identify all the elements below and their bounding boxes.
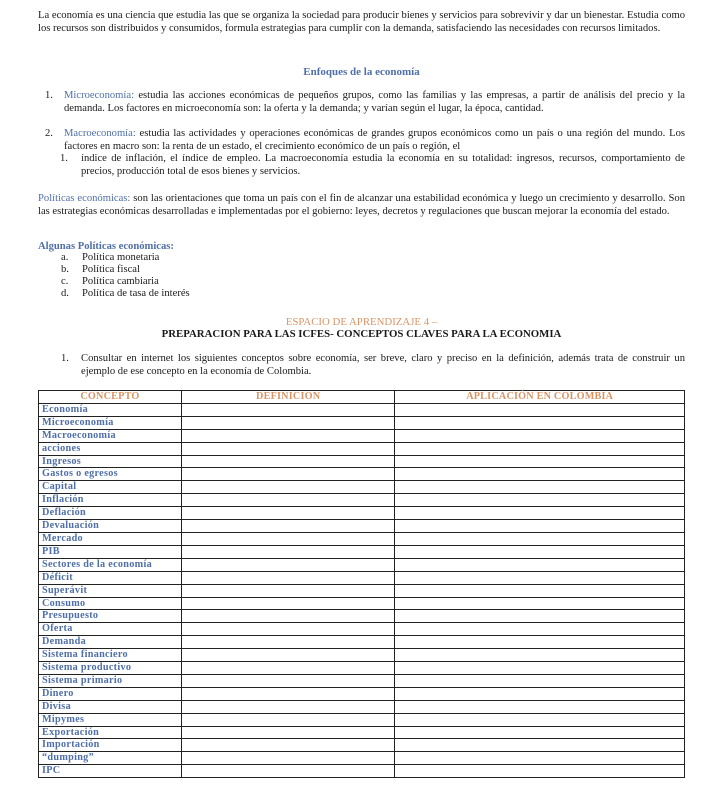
application-cell[interactable] xyxy=(395,610,685,623)
application-cell[interactable] xyxy=(395,429,685,442)
table-row xyxy=(39,416,685,429)
definition-cell[interactable] xyxy=(181,571,395,584)
table-row xyxy=(39,662,685,675)
table-row xyxy=(39,532,685,545)
concept-cell: PIB xyxy=(39,545,182,558)
application-cell[interactable] xyxy=(395,636,685,649)
politicas-list-heading: Algunas Políticas económicas: xyxy=(38,241,174,252)
application-cell[interactable] xyxy=(395,584,685,597)
definition-cell[interactable] xyxy=(181,597,395,610)
application-cell[interactable] xyxy=(395,674,685,687)
politicas-text: son las orientaciones que toma un país con el fin de alcanzar una estabilidad económica y luego un crecimiento y desarrollo. Son las estrategias económicas desarrolladas e implementadas por el gobierno: leyes, decretos y regulaciones que buscan mejorar la economía del estado. xyxy=(38,193,685,217)
application-cell[interactable] xyxy=(395,520,685,533)
list-number: 1. xyxy=(45,90,53,101)
definition-cell[interactable] xyxy=(181,623,395,636)
table-row xyxy=(39,455,685,468)
concept-cell: Inflación xyxy=(39,494,182,507)
application-cell[interactable] xyxy=(395,713,685,726)
concept-cell: Demanda xyxy=(39,636,182,649)
application-cell[interactable] xyxy=(395,416,685,429)
table-row xyxy=(39,713,685,726)
definition-cell[interactable] xyxy=(181,726,395,739)
definition-cell[interactable] xyxy=(181,532,395,545)
application-cell[interactable] xyxy=(395,739,685,752)
concept-cell: Sistema financiero xyxy=(39,649,182,662)
table-row xyxy=(39,597,685,610)
table-row xyxy=(39,545,685,558)
table-row xyxy=(39,558,685,571)
microeconomia-term: Microeconomía: xyxy=(64,90,135,101)
concept-cell: Mercado xyxy=(39,532,182,545)
application-cell[interactable] xyxy=(395,752,685,765)
instruction-text: Consultar en internet los siguientes conceptos sobre economía, ser breve, claro y preciso en la definición, además trata de construir un ejemplo de ese concepto en la economía de Colombia. xyxy=(81,353,685,377)
application-cell[interactable] xyxy=(395,507,685,520)
table-row xyxy=(39,649,685,662)
concept-cell: acciones xyxy=(39,442,182,455)
list-letter: c. xyxy=(61,276,69,287)
definition-cell[interactable] xyxy=(181,494,395,507)
table-row xyxy=(39,481,685,494)
concept-cell: IPC xyxy=(39,765,182,778)
table-row xyxy=(39,726,685,739)
definition-cell[interactable] xyxy=(181,649,395,662)
sublist-number: 1. xyxy=(60,153,68,164)
table-row xyxy=(39,700,685,713)
definition-cell[interactable] xyxy=(181,765,395,778)
definition-cell[interactable] xyxy=(181,739,395,752)
intro-paragraph: La economía es una ciencia que estudia las que se organiza la sociedad para producir bienes y servicios para sobrevivir y dar un bienestar. Estudia como los recursos son distribuidos y consumidos, formula estrategias para cumplir con la demanda, satisfaciendo las necesidades con recursos limitados. xyxy=(38,10,685,34)
definition-cell[interactable] xyxy=(181,468,395,481)
concept-cell: Economía xyxy=(39,403,182,416)
politicas-paragraph xyxy=(38,193,685,218)
table-row xyxy=(39,468,685,481)
concept-cell: Presupuesto xyxy=(39,610,182,623)
table-row xyxy=(39,739,685,752)
application-cell[interactable] xyxy=(395,468,685,481)
concept-cell: Divisa xyxy=(39,700,182,713)
table-row xyxy=(39,571,685,584)
macroeconomia-item xyxy=(64,128,685,153)
definition-cell[interactable] xyxy=(181,481,395,494)
table-row xyxy=(39,584,685,597)
header-aplicacion: APLICACIÓN EN COLOMBIA xyxy=(395,391,685,404)
application-cell[interactable] xyxy=(395,597,685,610)
concept-cell: Consumo xyxy=(39,597,182,610)
concept-cell: Ingresos xyxy=(39,455,182,468)
concept-cell: “dumping” xyxy=(39,752,182,765)
application-cell[interactable] xyxy=(395,687,685,700)
concept-cell: Sectores de la economía xyxy=(39,558,182,571)
enfoques-heading: Enfoques de la economía xyxy=(303,66,420,78)
application-cell[interactable] xyxy=(395,700,685,713)
definition-cell[interactable] xyxy=(181,416,395,429)
definition-cell[interactable] xyxy=(181,403,395,416)
definition-cell[interactable] xyxy=(181,674,395,687)
table-row xyxy=(39,674,685,687)
concept-cell: Superávit xyxy=(39,584,182,597)
definition-cell[interactable] xyxy=(181,636,395,649)
table-row xyxy=(39,494,685,507)
table-row xyxy=(39,636,685,649)
definition-cell[interactable] xyxy=(181,700,395,713)
concept-cell: Devaluación xyxy=(39,520,182,533)
application-cell[interactable] xyxy=(395,571,685,584)
header-concepto: CONCEPTO xyxy=(39,391,182,404)
table-row xyxy=(39,687,685,700)
concept-cell: Gastos o egresos xyxy=(39,468,182,481)
concept-cell: Sistema productivo xyxy=(39,662,182,675)
header-definicion: DEFINICION xyxy=(181,391,395,404)
application-cell[interactable] xyxy=(395,494,685,507)
table-row xyxy=(39,752,685,765)
concept-cell: Déficit xyxy=(39,571,182,584)
concept-cell: Mipymes xyxy=(39,713,182,726)
application-cell[interactable] xyxy=(395,623,685,636)
concept-cell: Macroeconomía xyxy=(39,429,182,442)
section-title: ESPACIO DE APRENDIZAJE 4 – xyxy=(285,316,438,328)
application-cell[interactable] xyxy=(395,442,685,455)
application-cell[interactable] xyxy=(395,558,685,571)
application-cell[interactable] xyxy=(395,765,685,778)
macroeconomia-term: Macroeconomía: xyxy=(64,128,136,139)
table-row xyxy=(39,520,685,533)
microeconomia-text: estudia las acciones económicas de pequeños grupos, como las familias y las empresas, a partir de análisis del precio y la demanda. Los factores en microeconomía son: la oferta y la demanda; y varían según el lugar, la época, cantidad. xyxy=(64,90,685,114)
definition-cell[interactable] xyxy=(181,507,395,520)
definition-cell[interactable] xyxy=(181,545,395,558)
application-cell[interactable] xyxy=(395,481,685,494)
definition-cell[interactable] xyxy=(181,584,395,597)
list-item: Política fiscal xyxy=(82,264,140,275)
concept-cell: Exportación xyxy=(39,726,182,739)
application-cell[interactable] xyxy=(395,403,685,416)
application-cell[interactable] xyxy=(395,649,685,662)
concept-cell: Dinero xyxy=(39,687,182,700)
definition-cell[interactable] xyxy=(181,442,395,455)
list-number: 2. xyxy=(45,128,53,139)
table-row xyxy=(39,403,685,416)
concepts-table xyxy=(38,390,685,778)
application-cell[interactable] xyxy=(395,662,685,675)
definition-cell[interactable] xyxy=(181,662,395,675)
concept-cell: Deflación xyxy=(39,507,182,520)
definition-cell[interactable] xyxy=(181,713,395,726)
application-cell[interactable] xyxy=(395,532,685,545)
list-letter: a. xyxy=(61,252,69,263)
table-row xyxy=(39,765,685,778)
list-item: Política de tasa de interés xyxy=(82,288,190,299)
table-header-row xyxy=(39,391,685,404)
concept-cell: Importación xyxy=(39,739,182,752)
application-cell[interactable] xyxy=(395,545,685,558)
application-cell[interactable] xyxy=(395,726,685,739)
concept-cell: Sistema primario xyxy=(39,674,182,687)
list-letter: d. xyxy=(61,288,69,299)
list-letter: b. xyxy=(61,264,69,275)
definition-cell[interactable] xyxy=(181,558,395,571)
definition-cell[interactable] xyxy=(181,610,395,623)
concept-cell: Microeconomía xyxy=(39,416,182,429)
table-row xyxy=(39,429,685,442)
table-row xyxy=(39,623,685,636)
macroeconomia-subitem: índice de inflación, el índice de empleo. La macroeconomía estudia la economía en su totalidad: ingresos, recursos, comportamiento de precios, producción total de esos bienes y servicios. xyxy=(81,153,685,177)
instruction-number: 1. xyxy=(61,353,69,364)
definition-cell[interactable] xyxy=(181,752,395,765)
application-cell[interactable] xyxy=(395,455,685,468)
table-row xyxy=(39,442,685,455)
politicas-term: Políticas económicas: xyxy=(38,193,131,204)
table-row xyxy=(39,507,685,520)
definition-cell[interactable] xyxy=(181,687,395,700)
definition-cell[interactable] xyxy=(181,455,395,468)
table-row xyxy=(39,610,685,623)
concept-cell: Capital xyxy=(39,481,182,494)
section-subtitle: PREPARACION PARA LAS ICFES- CONCEPTOS CLAVES PARA LA ECONOMIA xyxy=(161,328,562,340)
list-item: Política cambiaria xyxy=(82,276,159,287)
macroeconomia-text: estudia las actividades y operaciones económicas de grandes grupos económicos como un país o una región del mundo. Los factores en macro son: la renta de un estado, el crecimiento económico de un país o región, el xyxy=(64,128,685,152)
definition-cell[interactable] xyxy=(181,520,395,533)
microeconomia-item xyxy=(64,90,685,115)
concept-cell: Oferta xyxy=(39,623,182,636)
list-item: Política monetaria xyxy=(82,252,160,263)
definition-cell[interactable] xyxy=(181,429,395,442)
